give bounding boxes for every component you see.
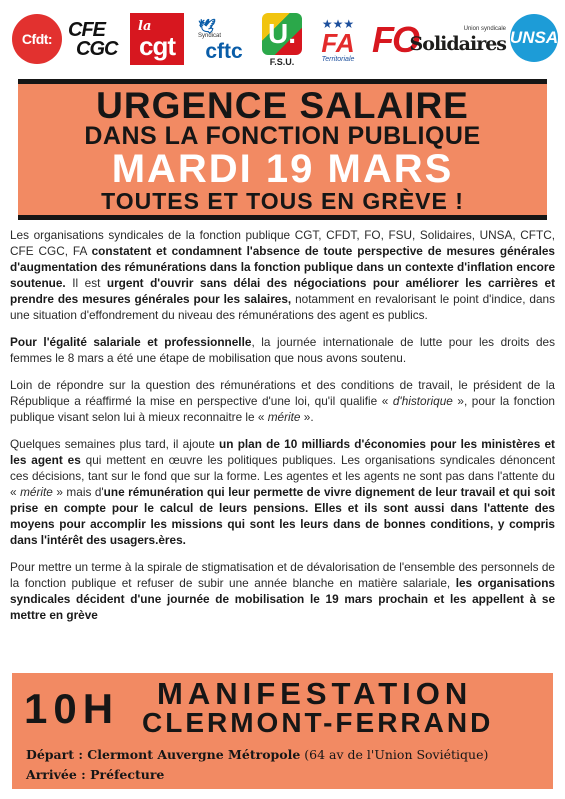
header-banner bbox=[18, 79, 547, 220]
solidaires-logo: Union syndicale Solidaires bbox=[409, 25, 506, 55]
cfe-cgc-logo: CFE CGC bbox=[68, 19, 118, 60]
dove-icon: 🕊 bbox=[198, 17, 216, 34]
fa-logo: ★★★ FA Territoriale bbox=[321, 17, 355, 63]
event-title: MANIFESTATION bbox=[157, 676, 473, 711]
cfdt-logo: Cfdt: bbox=[12, 14, 62, 64]
paragraph-4: Quelques semaines plus tard, il ajoute un plan de 10 milliards d'économies pour les ministères et les agent es qui mettent en œuvre les politiques publiques. Les organisations syndicales dénoncent ces décisions, tant sur le fond que sur la forme. Les agentes et les agents ne sont pas dans l'attente du « mérite » mais d'une rémunération qui leur permette de vivre dignement de leur travail et qui soit prise en compte pour le calcul de leurs pensions. Elles et ils sont aussi dans l'attente des moyens pour accomplir les missions qui sont les leurs dans de bonnes conditions, y compris dans l'intérêt des usagers.ères. bbox=[10, 437, 555, 547]
fsu-logo: U. F.S.U. bbox=[260, 12, 304, 68]
union-logos bbox=[6, 8, 559, 68]
event-time: 10H bbox=[24, 685, 120, 732]
stars-icon: ★★★ bbox=[321, 17, 355, 31]
departure-info: Départ : Clermont Auvergne Métropole (64 av de l'Union Soviétique) bbox=[26, 747, 489, 762]
date-headline: MARDI 19 MARS bbox=[111, 147, 454, 191]
cgt-logo: la cgt bbox=[130, 13, 184, 65]
paragraph-1: Les organisations syndicales de la fonction publique CGT, CFDT, FO, FSU, Solidaires, UNSA, CFTC, CFE CGC, FA constatent et condamnent l'absence de toute perspective de mesures générales d'augmentation des rémunérations dans la fonction publique dans un contexte d'inflation encore soutenue. Il est urgent d'ouvrir sans délai des négociations pour améliorer les carrières et prendre des mesures générales pour les salaires, notamment en revalorisant le point d'indice, dans une situation d'effondrement du niveau des rémunérations des agent es publics. bbox=[10, 228, 555, 322]
event-box bbox=[12, 673, 553, 789]
paragraph-2: Pour l'égalité salariale et professionnelle, la journée internationale de lutte pour les droits des femmes le 8 mars a été une étape de mobilisation que nous avons soutenu. bbox=[10, 335, 556, 365]
headline: URGENCE SALAIRE bbox=[96, 85, 469, 126]
body-text bbox=[10, 227, 555, 634]
paragraph-5: Pour mettre un terme à la spirale de stigmatisation et de dévalorisation de l'ensemble des personnels de la fonction publique et refuser de subir une année blanche en matière salariale, les organisations syndicales décident d'une journée de mobilisation le 19 mars prochain et les appellent à se mettre en grève bbox=[10, 560, 555, 622]
strike-call: TOUTES ET TOUS EN GRÈVE ! bbox=[101, 188, 464, 214]
arrival-info: Arrivée : Préfecture bbox=[26, 767, 165, 782]
cftc-logo: 🕊 Syndicat cftc bbox=[198, 17, 243, 63]
fo-logo: FO bbox=[372, 19, 418, 60]
event-city: CLERMONT-FERRAND bbox=[142, 707, 494, 738]
paragraph-3: Loin de répondre sur la question des rémunérations et des conditions de travail, le président de la République a réaffirmé la mise en perspective d'une loi, qu'il qualifie « d'historique », pour la fonction publique visant selon lui à mieux reconnaitre le « mérite ». bbox=[10, 378, 555, 424]
unsa-logo: UNSA bbox=[510, 14, 558, 62]
subheadline: DANS LA FONCTION PUBLIQUE bbox=[84, 122, 481, 150]
